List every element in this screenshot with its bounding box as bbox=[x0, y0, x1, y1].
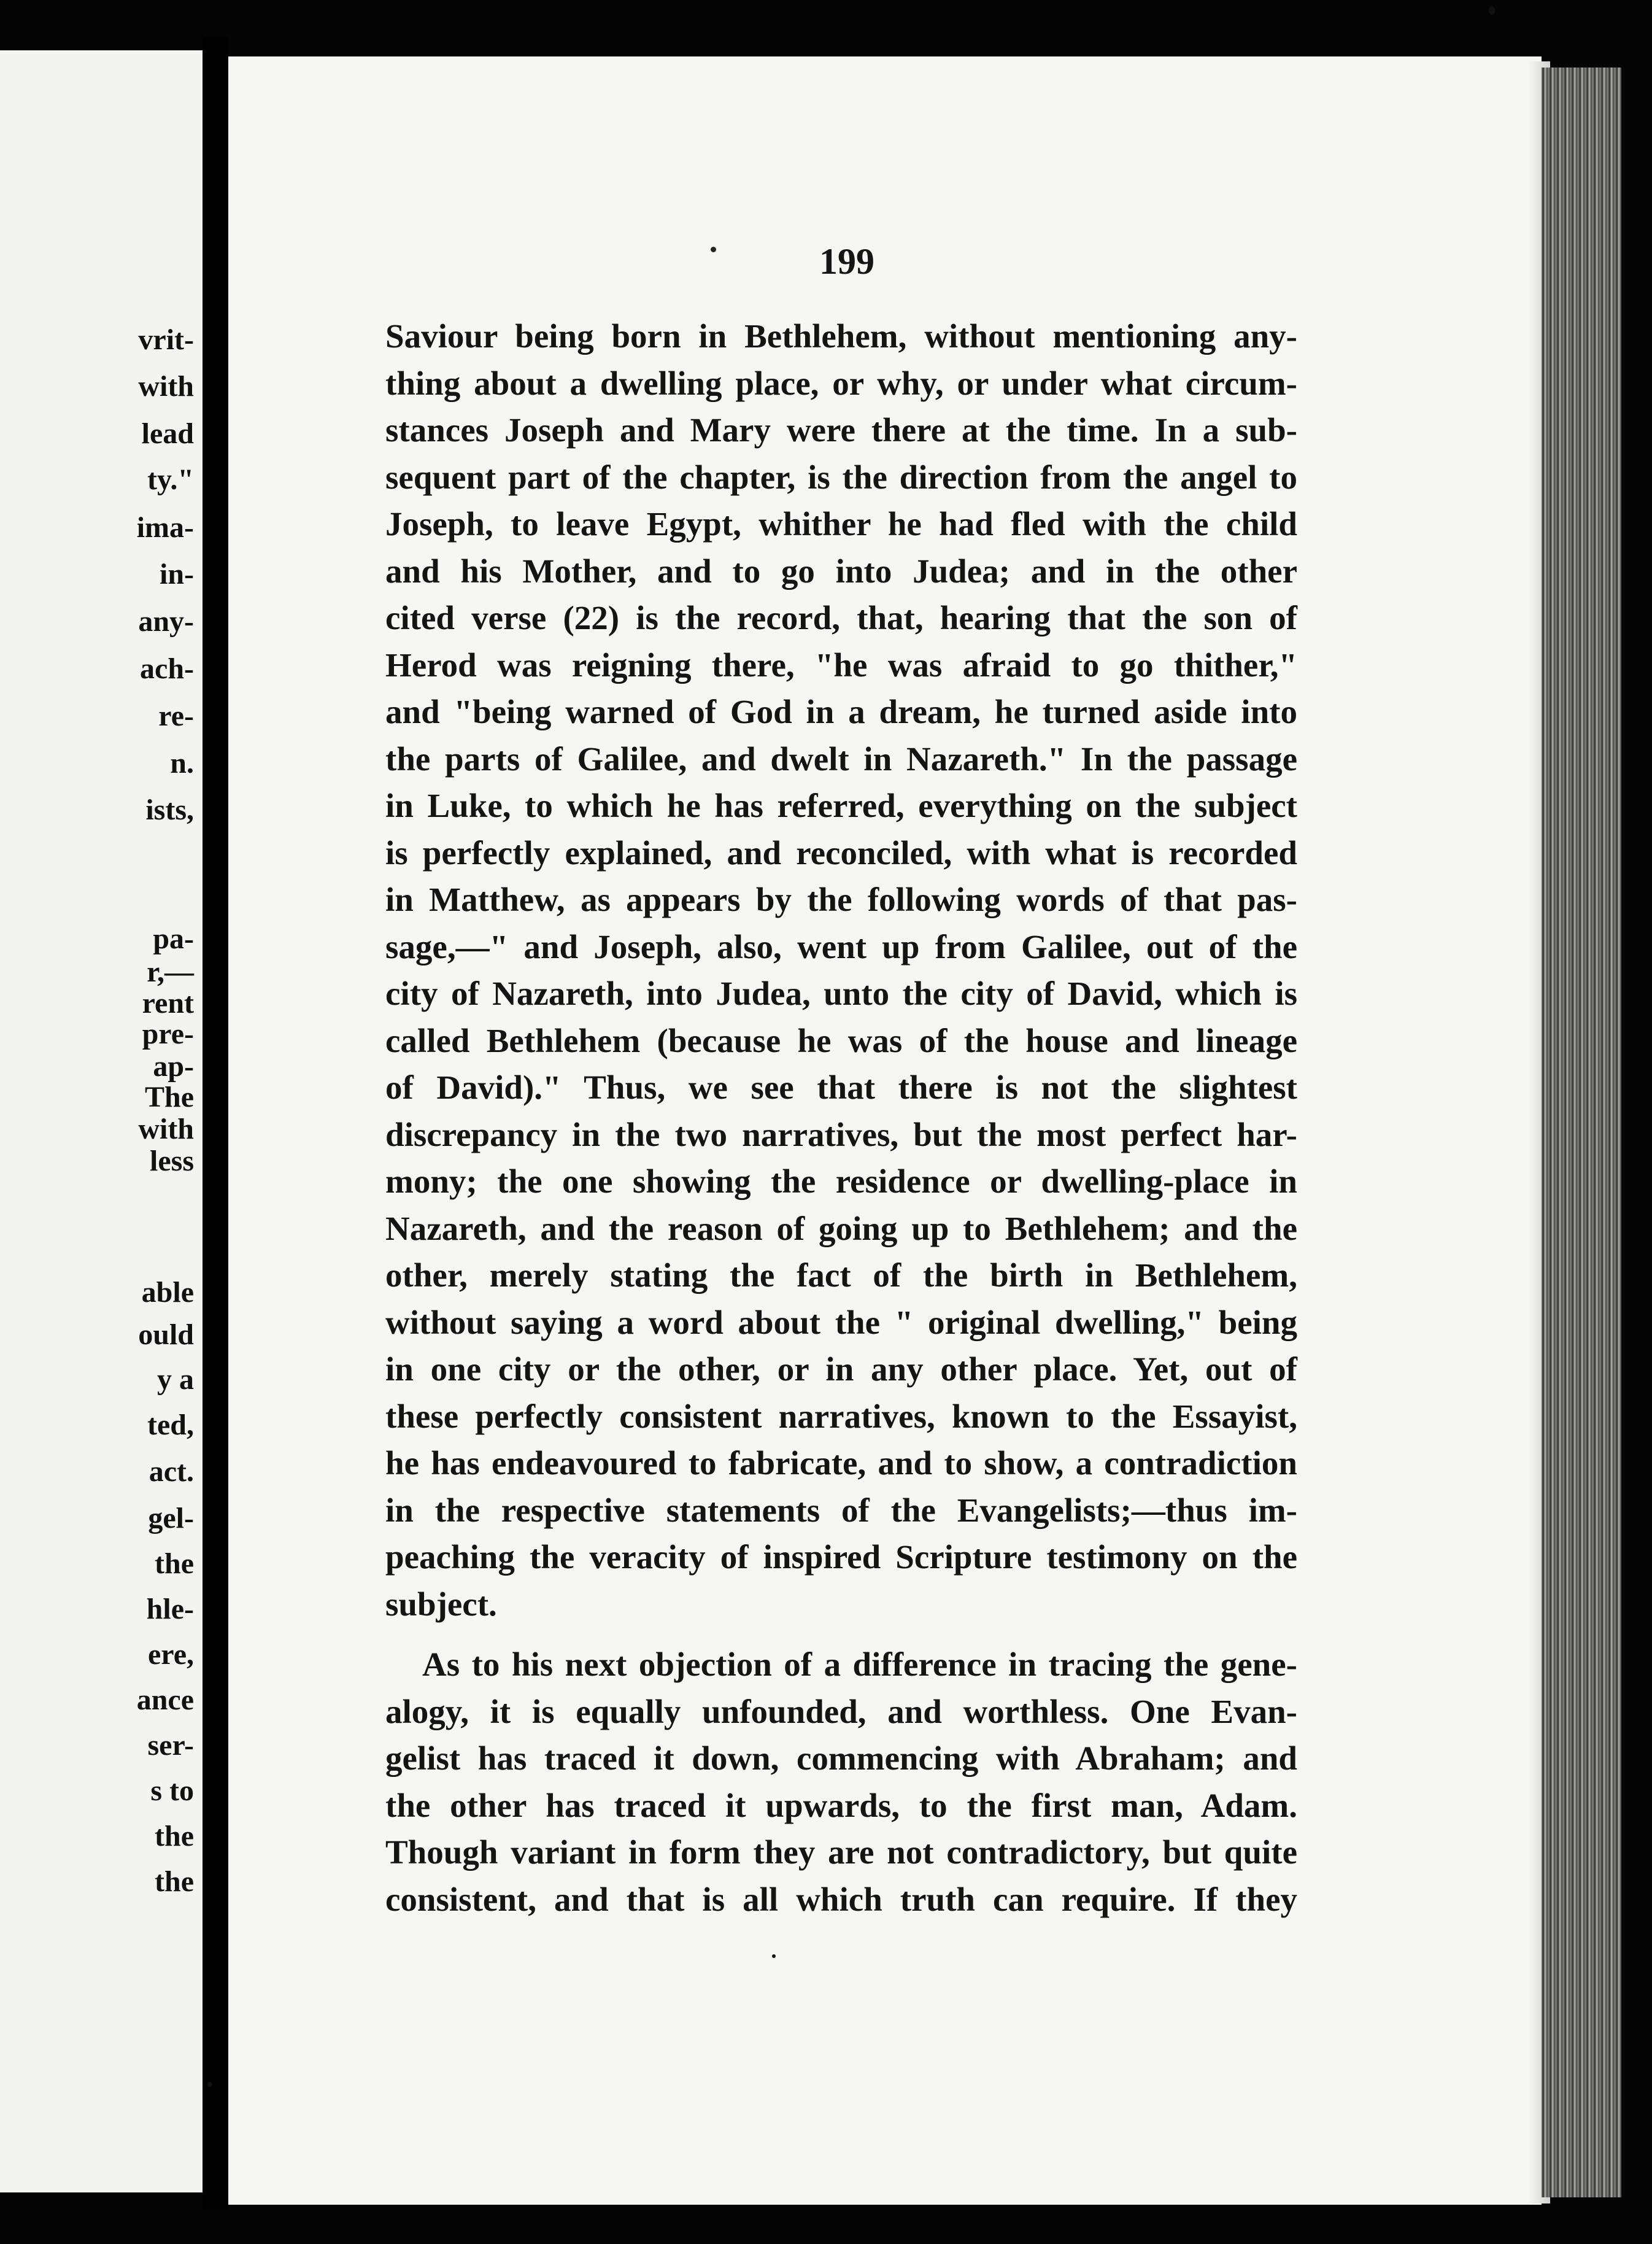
left-page-line-fragment: rent bbox=[142, 987, 194, 1019]
text-line: without saying a word about the " original dwelling," being bbox=[385, 1303, 1297, 1341]
text-line: Herod was reigning there, "he was afraid to go thither," bbox=[385, 646, 1297, 684]
left-page-line-fragment: the bbox=[155, 1547, 194, 1580]
text-line: other, merely stating the fact of the birth in Bethlehem, bbox=[385, 1256, 1297, 1294]
left-page-line-fragment: with bbox=[138, 370, 194, 403]
text-line: and his Mother, and to go into Judea; and in the other bbox=[385, 552, 1297, 590]
left-page-line-fragment: re- bbox=[158, 700, 194, 732]
left-page-line-fragment: the bbox=[155, 1865, 194, 1898]
text-line: is perfectly explained, and reconciled, with what is recorded bbox=[385, 834, 1297, 872]
left-page-line-fragment: n. bbox=[170, 747, 194, 780]
left-page-line-fragment: s to bbox=[150, 1774, 194, 1807]
left-page-line-fragment: r,— bbox=[147, 956, 194, 988]
paragraph bbox=[385, 1641, 1297, 1923]
left-page-line-fragment: lead bbox=[141, 417, 194, 450]
scan-speck bbox=[1489, 6, 1495, 15]
left-page-line-fragment: act. bbox=[149, 1455, 194, 1488]
page-edges bbox=[1542, 68, 1621, 2197]
text-line: of David)." Thus, we see that there is not the slightest bbox=[385, 1069, 1297, 1106]
text-line: Joseph, to leave Egypt, whither he had fled with the child bbox=[385, 505, 1297, 543]
left-page-line-fragment: ach- bbox=[140, 652, 194, 685]
text-line: these perfectly consistent narratives, known to the Essayist, bbox=[385, 1397, 1297, 1435]
ink-dot bbox=[711, 247, 716, 252]
text-line: in Matthew, as appears by the following words of that pas- bbox=[385, 881, 1297, 918]
text-line: mony; the one showing the residence or dwelling-place in bbox=[385, 1163, 1297, 1200]
text-line: Though variant in form they are not contradictory, but quite bbox=[385, 1833, 1297, 1871]
text-line: alogy, it is equally unfounded, and worthless. One Evan- bbox=[385, 1692, 1297, 1730]
left-page-line-fragment: able bbox=[141, 1276, 194, 1309]
left-page-line-fragment: ima- bbox=[136, 511, 194, 544]
text-line: in the respective statements of the Evangelists;—thus im- bbox=[385, 1491, 1297, 1529]
text-line: peaching the veracity of inspired Scripture testimony on the bbox=[385, 1538, 1297, 1576]
left-page-line-fragment: The bbox=[144, 1081, 194, 1113]
left-page-line-fragment: ted, bbox=[147, 1409, 194, 1441]
left-page-line-fragment: ists, bbox=[145, 794, 194, 826]
left-page-line-fragment: y a bbox=[157, 1363, 194, 1396]
left-page-line-fragment: vrit- bbox=[138, 323, 194, 356]
text-line: city of Nazareth, into Judea, unto the city of David, which is bbox=[385, 975, 1297, 1012]
paragraph-gap bbox=[385, 1628, 1297, 1641]
text-line: the other has traced it upwards, to the first man, Adam. bbox=[385, 1786, 1297, 1824]
left-page-line-fragment: ser- bbox=[147, 1729, 194, 1762]
left-page-line-fragment: hle- bbox=[146, 1593, 194, 1625]
text-line: stances Joseph and Mary were there at the time. In a sub- bbox=[385, 411, 1297, 449]
text-line: in one city or the other, or in any other place. Yet, out of bbox=[385, 1350, 1297, 1388]
text-line: in Luke, to which he has referred, everything on the subject bbox=[385, 787, 1297, 824]
text-line: Nazareth, and the reason of going up to Bethlehem; and the bbox=[385, 1209, 1297, 1247]
text-line: and "being warned of God in a dream, he turned aside into bbox=[385, 693, 1297, 730]
left-facing-page bbox=[0, 50, 203, 2192]
text-line: he has endeavoured to fabricate, and to show, a contradiction bbox=[385, 1444, 1297, 1482]
paragraph bbox=[385, 313, 1297, 1628]
left-page-line-fragment: any- bbox=[138, 605, 194, 638]
text-line: discrepancy in the two narratives, but the most perfect har- bbox=[385, 1115, 1297, 1153]
left-page-line-fragment: gel- bbox=[148, 1502, 194, 1534]
left-page-line-fragment: pa- bbox=[153, 923, 194, 955]
page-number: 199 bbox=[819, 241, 874, 282]
text-line: sequent part of the chapter, is the direction from the angel to bbox=[385, 458, 1297, 496]
text-line: sage,—" and Joseph, also, went up from Galilee, out of the bbox=[385, 927, 1297, 965]
text-line: consistent, and that is all which truth can require. If they bbox=[385, 1880, 1297, 1918]
left-page-line-fragment: ty." bbox=[147, 463, 194, 496]
book-gutter bbox=[203, 37, 228, 2210]
left-page-line-fragment: with bbox=[138, 1113, 194, 1145]
text-line: Saviour being born in Bethlehem, without mentioning any- bbox=[385, 317, 1297, 355]
left-page-line-fragment: ere, bbox=[147, 1638, 194, 1671]
left-page-line-fragment: in- bbox=[159, 558, 194, 590]
left-page-line-fragment: less bbox=[150, 1145, 194, 1177]
left-page-line-fragment: ould bbox=[138, 1318, 194, 1351]
text-line: the parts of Galilee, and dwelt in Nazareth." In the passage bbox=[385, 740, 1297, 778]
scan-speck bbox=[772, 1954, 776, 1958]
left-page-line-fragment: ance bbox=[136, 1684, 194, 1716]
text-line: called Bethlehem (because he was of the house and lineage bbox=[385, 1021, 1297, 1059]
text-line: subject. bbox=[385, 1585, 497, 1623]
left-page-line-fragment: pre- bbox=[142, 1018, 194, 1050]
scan-speck bbox=[207, 2082, 212, 2087]
text-line: thing about a dwelling place, or why, or under what circum- bbox=[385, 364, 1297, 402]
left-page-line-fragment: ap- bbox=[153, 1050, 194, 1083]
left-page-line-fragment: the bbox=[155, 1820, 194, 1852]
text-line: As to his next objection of a difference in tracing the gene- bbox=[422, 1646, 1297, 1683]
body-text bbox=[385, 313, 1297, 1923]
text-line: gelist has traced it down, commencing with Abraham; and bbox=[385, 1739, 1297, 1777]
text-line: cited verse (22) is the record, that, hearing that the son of bbox=[385, 599, 1297, 636]
